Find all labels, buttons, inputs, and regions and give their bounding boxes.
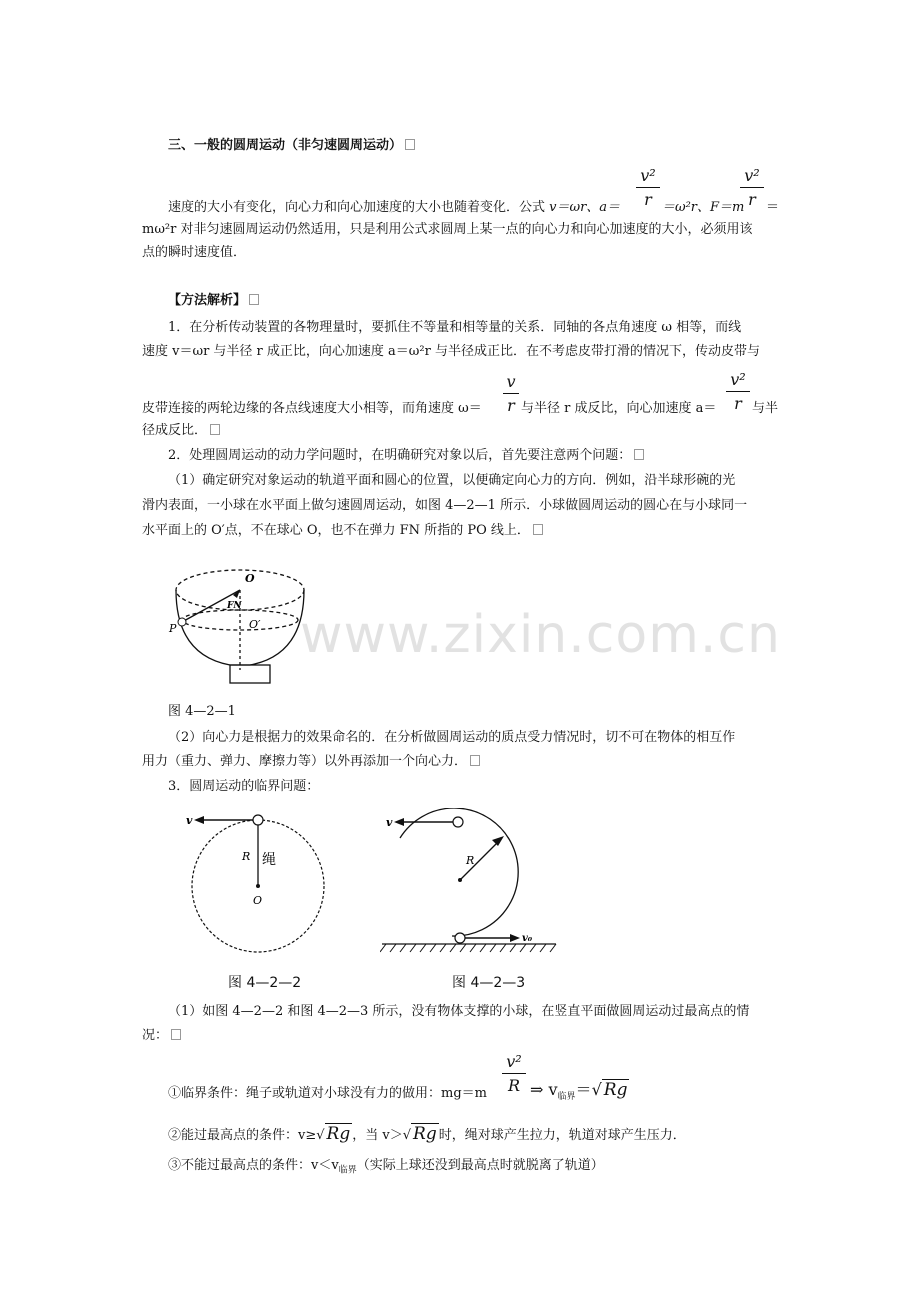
checkbox-icon [249, 294, 259, 305]
para1-line1: 速度的大小有变化，向心力和向心加速度的大小也随着变化．公式 v＝ωr、a＝ [168, 200, 621, 215]
item1-line4: 径成反比． [142, 421, 220, 441]
item3-1-line1: （1）如图 4—2—2 和图 4—2—3 所示，没有物体支撑的小球，在竖直平面做圆周运动过最高点的情 [168, 1004, 750, 1019]
item1-line1: 1．在分析传动装置的各物理量时，要抓住不等量和相等量的关系．同轴的各点角速度 ω 相等，而线 [168, 320, 742, 335]
checkbox-icon [405, 139, 415, 150]
item2-1-line1: （1）确定研究对象运动的轨道平面和圆心的位置，以便确定向心力的方向．例如，沿半球形碗的光 [168, 473, 736, 488]
fraction-v-over-r: v r [503, 372, 519, 415]
sqrt-rg: √ Rg [316, 1124, 351, 1144]
item2: 2．处理圆周运动的动力学问题时，在明确研究对象以后，首先要注意两个问题： [168, 446, 644, 466]
sqrt-rg: √ Rg [402, 1124, 437, 1144]
para1-line3: 点的瞬时速度值． [142, 245, 247, 260]
figure1-caption: 图 4—2—1 [168, 704, 236, 719]
label-R: R [242, 850, 251, 863]
item2-2-line1: （2）向心力是根据力的效果命名的．在分析做圆周运动的质点受力情况时，切不可在物体的相互作 [168, 730, 736, 745]
checkbox-icon [533, 524, 543, 535]
condition1-result: ⇒ $v_{临界}=√$ Rg [530, 1080, 628, 1103]
checkbox-icon [210, 424, 220, 435]
label-v0: v₀ [522, 933, 533, 944]
item2-1-line3: 水平面上的 O′点，不在球心 O，也不在弹力 FN 所指的 PO 线上． [142, 521, 543, 541]
item3: 3．圆周运动的临界问题： [168, 779, 320, 794]
label-R-loop: R [466, 854, 475, 867]
label-rope: 绳 [262, 852, 276, 868]
label-FN: FN [227, 601, 242, 611]
item2-2-line2: 用力（重力、弹力、摩擦力等）以外再添加一个向心力． [142, 752, 480, 772]
label-O-center: O [253, 894, 263, 907]
checkbox-icon [171, 1029, 181, 1040]
label-O: O [245, 572, 255, 585]
figure-rope-circle [180, 808, 340, 968]
item2-1-line2: 滑内表面，一小球在水平面上做匀速圆周运动，如图 4—2—1 所示．小球做圆周运动的圆心在与小球同一 [142, 498, 748, 513]
section-title: 三、一般的圆周运动（非匀速圆周运动） [168, 136, 415, 156]
fraction-v2-over-r-c: v² r [726, 370, 750, 413]
label-v: v [186, 814, 193, 827]
para1-line2: mω²r 对非匀速圆周运动仍然适用，只是利用公式求圆周上某一点的向心力和向心加速度的大小，必须用该 [142, 222, 753, 237]
item1-line2: 速度 v＝ωr 与半径 r 成正比，向心加速度 a＝ω²r 与半径成正比．在不考虑皮带打滑的情况下，传动皮带与 [142, 344, 760, 359]
condition1: ①临界条件：绳子或轨道对小球没有力的做用：mg＝m [168, 1086, 487, 1101]
checkbox-icon [634, 449, 644, 460]
item3-1-line2: 况： [142, 1026, 181, 1046]
checkbox-icon [470, 755, 480, 766]
label-O-prime: O′ [249, 618, 261, 631]
figure-bowl [165, 560, 315, 690]
label-v-top: v [386, 816, 393, 829]
item1-line3b: 与半径 r 成反比，向心加速度 a＝ [521, 401, 717, 416]
fraction-v2-over-r-b: v² r [740, 166, 764, 209]
condition2: ②能过最高点的条件：v≥√ Rg ，当 v＞√ Rg 时，绳对球产生拉力，轨道对球产生压力． [168, 1124, 686, 1144]
para1-eq1: ＝ω²r、F＝m [662, 200, 745, 215]
method-title: 【方法解析】 [168, 291, 259, 311]
figure3-caption: 图 4—2—3 [452, 975, 526, 991]
fraction-v2-over-R: v² R [502, 1052, 526, 1095]
figure2-caption: 图 4—2—2 [228, 975, 302, 991]
condition3: ③不能过最高点的条件：$v<v_{临界}$（实际上球还没到最高点时就脱离了轨道） [168, 1158, 604, 1176]
label-P: P [169, 622, 177, 635]
sqrt-rg: √ Rg [591, 1080, 628, 1100]
para1-eq2: ＝ [766, 200, 780, 215]
item1-line3c: 与半 [752, 401, 779, 416]
figure-loop-track [380, 808, 560, 968]
fraction-v2-over-r-a: v² r [636, 166, 660, 209]
watermark: www.zixin.com.cn [300, 605, 781, 665]
item1-line3a: 皮带连接的两轮边缘的各点线速度大小相等，而角速度 ω＝ [142, 401, 482, 416]
